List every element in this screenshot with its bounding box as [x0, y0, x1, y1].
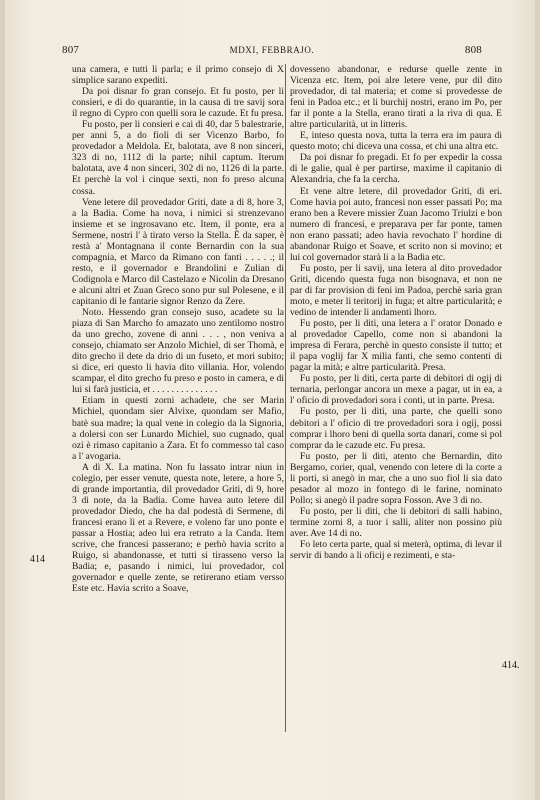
scan-edge-right: [535, 0, 540, 800]
page-number-left: 807: [62, 44, 80, 56]
paragraph: Fu posto, per li diti, una letera a l' orator Donado e al provedador Capello, come non si abandoni la impresa di Ferara, perchè in questo consiste il tutto; et il papa voglij far X milia fanti, che semo contenti di pagar la mità; e altre particularità. Presa.: [290, 318, 502, 374]
paragraph: Da poi disnar fo pregadi. Et fo per expedir la cossa di le galie, qual è per partirse, maxime il capitanio di Alexandria, che fa la cercha.: [290, 152, 502, 186]
paragraph: una camera, e tutti li parla; e il primo consejo di X simplice sarano expediti.: [72, 64, 284, 87]
left-column: [72, 64, 284, 594]
paragraph: A dì X. La matina. Non fu lassato intrar niun in colegio, per esser venute, questa note, letere, a hore 5, di grande importantia, dil provedador Griti, di 9, hore 3 di note, da la Badia. Come havea auto letere dil provedador Diedo, che ha dal podestà di Sermene, di francesi erano lì et a Revere, e voleno far uno ponte e passar a Hostia; adeo lui era retrato a la Canda. Item scrive, che francesi passerano; e perhò havia scrito a Ruigo, si abandonasse, et tutti si tirasseno verso la Badia; e, pasando i nimici, lui provedador, col governador e quelle zente, se retirerano etiam versso Este etc. Havia scrito a Soave,: [72, 461, 284, 595]
paragraph: Fo leto certa parte, qual si meterà, optima, di levar il servir di bando a li oficij e rezimenti, e sta-: [290, 539, 502, 562]
paragraph: Etiam in questi zorni achadete, che ser Marin Michiel, quondam sier Alvixe, quondam ser Mafio, batè sua madre; la qual vene in colegio da la Signoria, a dolersi con ser Lunardo Michiel, suo cugnado, qual ozi è rimaso capitanio a Zara. Et fo commesso tal caso a l' avogaria.: [72, 395, 284, 462]
paragraph: Noto. Hessendo gran consejo suso, acadete su la piaza di San Marcho fo amazato uno zentilomo nostro da uno grecho, zovene di anni . . . , non veniva a consejo, chiamato ser Anzolo Michiel, di ser Thomà, e dito grecho il dete da drio di un fuseto, et mori subito; si dice, eri questo li havia dito villania. Hor, volendo scampar, el dito grecho fu preso e posto in camera, e di lui si farà justicia, et . . . . . . . . . . . . . .: [72, 307, 284, 396]
paragraph: Fu posto, per li diti, atento che Bernardin, dito Bergamo, corier, qual, venendo con letere di la corte a li porti, si anegò in mar, che a uno suo fiol li sia dato pesador al mozo in fontego di le farine, nominato Pollo; si anegò il padre sopra Fosson. Ave 3 di no.: [290, 450, 502, 506]
running-title: MDXI, FEBBRAJO.: [229, 45, 315, 55]
page-number-right: 808: [464, 44, 482, 56]
paragraph: Et vene altre letere, dil provedador Griti, di eri. Come havia poi auto, francesi non esser passati Po; ma erano ben a Revere missier Zuan Jacomo Triulzi e bon numero di francesi, e preparava per far ponte, tamen non erano passati; adeo havia revochato l' hordine di abandonar Ruigo et Soave, et scrito non si movino; et lui col governador starà li a la Badia etc.: [290, 185, 502, 263]
page-header: [62, 44, 482, 58]
paragraph: Fu posto, per li diti, certa parte di debitori di ogij di ternaria, perlongar ancora un mexe a pagar, ut in ea, a l' oficio di provedadori sora i conti, ut in parte. Presa.: [290, 373, 502, 407]
paragraph: Fu posto, per li consieri e cai di 40, dar 5 balestrarie, per anni 5, a do fioli di ser Vicenzo Barbo, fo provedador a Meldola. Et, balotata, ave 8 non sinceri, 323 di no, 1112 di la parte; nihil captum. Iterum balotata, ave 4 non sinceri, 302 di no, 1126 di la parte. Et perchè la vol i cinque sexti, non fo preso alcuna cossa.: [72, 119, 284, 197]
margin-number-right: 414.: [502, 660, 520, 671]
paragraph: Vene letere dil provedador Griti, date a dì 8, hore 3, a la Badia. Come ha nova, i nimici si strenzevano insieme et se ingrosavano etc. Item, il ponte, era a Sermene, nostri l' à tirato verso la Stella. È da saper, è restà a' Montagnana il conte Bernardin con la sua compagnia, et Marco da Rimano con fanti . . . . .; il resto, e il governador e Brandolini e Zulian di Codignola e Marco dil Castelazo e Nicolin da Dresano e alcuni altri et Zuan Greco sono pur sul Polesene, e il capitanio di le fantarie signor Renzo da Zere.: [72, 196, 284, 307]
column-divider: [285, 64, 286, 732]
scan-edge-left: [0, 0, 5, 800]
paragraph: E, inteso questa nova, tutta la terra era im paura di questo moto; chi diceva una cossa, et chi una altra etc.: [290, 130, 502, 153]
paragraph: Fu posto, per li diti, una parte, che quelli sono debitori a l' oficio di tre provedadori sora i ogij, possi comprar i lhoro beni di quella sorta danari, come si pol comprar da le cazude etc. Fu presa.: [290, 406, 502, 451]
paragraph: Da poi disnar fo gran consejo. Et fu posto, per li consieri, e di do quarantie, in la causa di tre savij sora il regno di Cypro con quelli sora le cazude. Et fu presa.: [72, 86, 284, 120]
paragraph: Fu posto, per li savij, una letera al dito provedador Griti, dicendo questa fuga non bisognava, et non ne par di far provision di feni im Padoa, perchè saria gran moto, e meter li teritorij in fuga; et altre particularità; e vedino de intender li andamenti lhoro.: [290, 262, 502, 319]
paragraph: dovesseno abandonar, e redurse quelle zente in Vicenza etc. Item, poi alre letere vene, pur dil dito provedador, di tal materia; et come si provedesse de feni in Padoa etc.; et li burchij nostri, erano im Po, per far il ponte a la Stella, erano tirati a la riva di qua. E altre particularità, ut in litteris.: [290, 64, 502, 131]
paragraph: Fu posto, per li diti, che li debitori di salli habino, termine zorni 8, a tuor i salli, aliter non possino più aver. Ave 14 di no.: [290, 505, 502, 539]
right-column: [290, 64, 502, 561]
margin-number-left: 414: [30, 554, 45, 565]
